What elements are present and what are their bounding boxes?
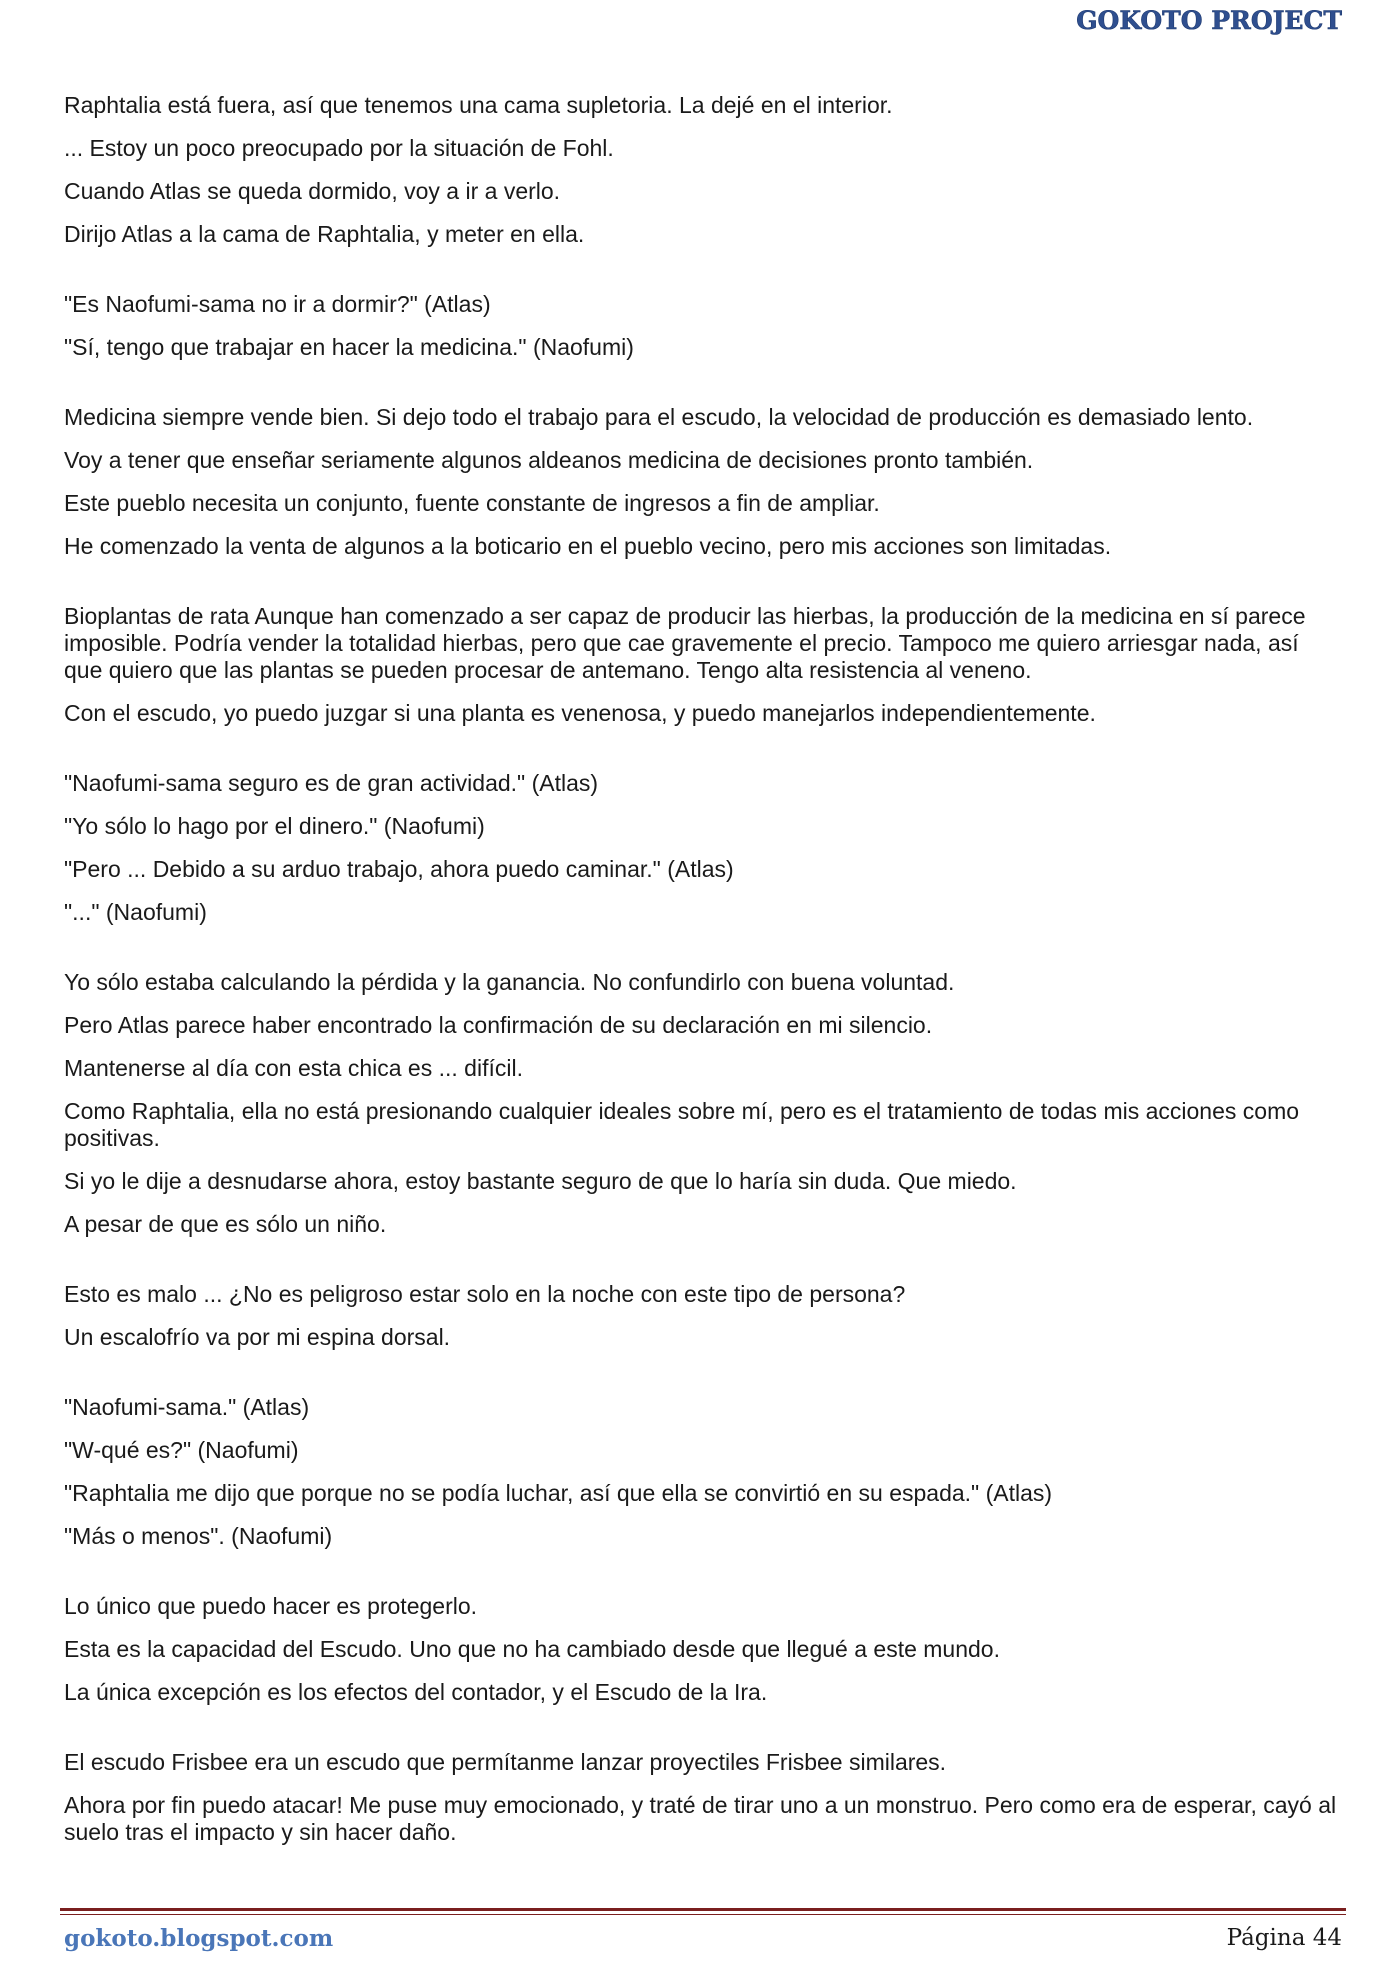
paragraph xyxy=(64,1394,1342,1550)
dialogue-line: "Más o menos". (Naofumi) xyxy=(64,1523,333,1549)
dialogue-line: "Es Naofumi-sama no ir a dormir?" (Atlas) xyxy=(64,291,491,317)
text-line: Pero Atlas parece haber encontrado la confirmación de su declaración en mi silencio. xyxy=(64,1012,933,1038)
paragraph xyxy=(64,1749,1342,1846)
text-line: Raphtalia está fuera, así que tenemos una cama supletoria. La dejé en el interior. xyxy=(64,92,893,118)
dialogue-line: "..." (Naofumi) xyxy=(64,899,207,925)
footer-divider xyxy=(60,1908,1346,1915)
text-line: La única excepción es los efectos del contador, y el Escudo de la Ira. xyxy=(64,1679,768,1705)
text-line: El escudo Frisbee era un escudo que permítanme lanzar proyectiles Frisbee similares. xyxy=(64,1749,947,1775)
paragraph xyxy=(64,770,1342,926)
dialogue-line: "Naofumi-sama." (Atlas) xyxy=(64,1394,310,1420)
text-line: Bioplantas de rata Aunque han comenzado a ser capaz de producir las hierbas, la producción de la medicina en sí parece imposible. Podría vender la totalidad hierbas, pero que cae gravemente el precio. Tampoco me quiero arriesgar nada, así que quiero que las plantas se pueden procesar de antemano. Tengo alta resistencia al veneno. xyxy=(64,603,1306,683)
dialogue-line: "Yo sólo lo hago por el dinero." (Naofumi) xyxy=(64,813,485,839)
dialogue-line: "Raphtalia me dijo que porque no se podía luchar, así que ella se convirtió en su espada." (Atlas) xyxy=(64,1480,1053,1506)
dialogue-line: "Naofumi-sama seguro es de gran actividad." (Atlas) xyxy=(64,770,599,796)
text-line: Un escalofrío va por mi espina dorsal. xyxy=(64,1324,451,1350)
text-line: Si yo le dije a desnudarse ahora, estoy bastante seguro de que lo haría sin duda. Que miedo. xyxy=(64,1168,1017,1194)
text-line: A pesar de que es sólo un niño. xyxy=(64,1211,387,1237)
paragraph xyxy=(64,404,1342,560)
paragraph xyxy=(64,1281,1342,1351)
paragraph xyxy=(64,92,1342,248)
page-number: Página 44 xyxy=(1226,1925,1342,1951)
text-line: Mantenerse al día con esta chica es ... difícil. xyxy=(64,1055,523,1081)
text-line: Lo único que puedo hacer es protegerlo. xyxy=(64,1593,478,1619)
text-line: Con el escudo, yo puedo juzgar si una planta es venenosa, y puedo manejarlos independientemente. xyxy=(64,700,1096,726)
text-line: Dirijo Atlas a la cama de Raphtalia, y meter en ella. xyxy=(64,221,585,247)
document-body xyxy=(64,92,1342,1846)
text-line: Ahora por fin puedo atacar! Me puse muy emocionado, y traté de tirar uno a un monstruo. Pero como era de esperar, cayó al suelo tras el impacto y sin hacer daño. xyxy=(64,1792,1337,1845)
text-line: Esta es la capacidad del Escudo. Uno que no ha cambiado desde que llegué a este mundo. xyxy=(64,1636,1000,1662)
text-line: ... Estoy un poco preocupado por la situación de Fohl. xyxy=(64,135,614,161)
paragraph xyxy=(64,1593,1342,1706)
footer-site-link[interactable]: gokoto.blogspot.com xyxy=(64,1925,334,1952)
paragraph xyxy=(64,969,1342,1238)
dialogue-line: "Sí, tengo que trabajar en hacer la medicina." (Naofumi) xyxy=(64,334,634,360)
dialogue-line: "W-qué es?" (Naofumi) xyxy=(64,1437,299,1463)
text-line: Como Raphtalia, ella no está presionando cualquier ideales sobre mí, pero es el tratamiento de todas mis acciones como positivas. xyxy=(64,1098,1300,1151)
text-line: He comenzado la venta de algunos a la boticario en el pueblo vecino, pero mis acciones son limitadas. xyxy=(64,533,1112,559)
paragraph xyxy=(64,603,1342,727)
text-line: Medicina siempre vende bien. Si dejo todo el trabajo para el escudo, la velocidad de producción es demasiado lento. xyxy=(64,404,1254,430)
text-line: Cuando Atlas se queda dormido, voy a ir a verlo. xyxy=(64,178,561,204)
text-line: Yo sólo estaba calculando la pérdida y la ganancia. No confundirlo con buena voluntad. xyxy=(64,969,955,995)
dialogue-line: "Pero ... Debido a su arduo trabajo, ahora puedo caminar." (Atlas) xyxy=(64,856,734,882)
text-line: Este pueblo necesita un conjunto, fuente constante de ingresos a fin de ampliar. xyxy=(64,490,880,516)
header-brand: GOKOTO PROJECT xyxy=(1076,6,1342,35)
text-line: Esto es malo ... ¿No es peligroso estar solo en la noche con este tipo de persona? xyxy=(64,1281,906,1307)
text-line: Voy a tener que enseñar seriamente algunos aldeanos medicina de decisiones pronto también. xyxy=(64,447,1034,473)
paragraph xyxy=(64,291,1342,361)
